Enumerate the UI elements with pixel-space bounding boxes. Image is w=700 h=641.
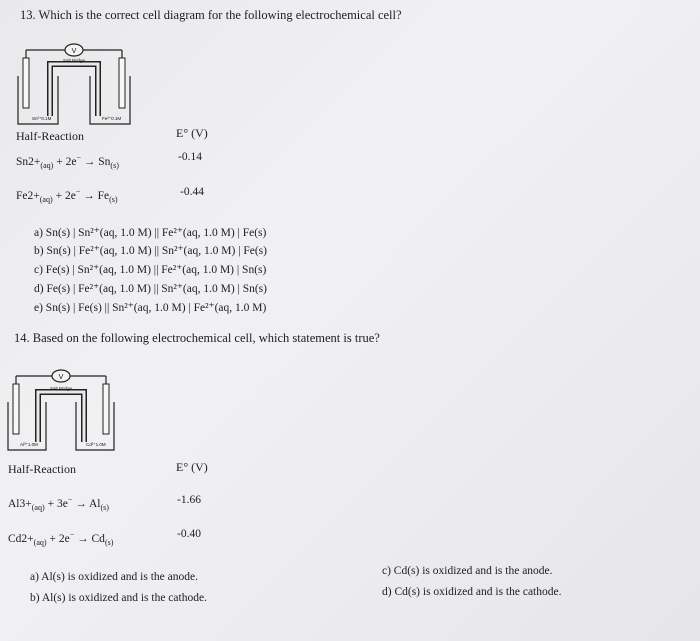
cell-diagram-14 <box>6 362 118 454</box>
question-14-title: 14. Based on the following electrochemical cell, which statement is true? <box>14 331 380 345</box>
voltmeter-label: V <box>58 374 64 381</box>
half-reaction-14-1: $Al3+_{(aq)} + 3e^- \to Al_{(s)}$ <box>8 495 109 513</box>
half-reaction-header-13: Half-Reaction <box>16 129 84 143</box>
left-solution-label: Al³⁺1.0M <box>20 442 38 447</box>
option-14-a: a) Al(s) is oxidized and is the anode. <box>30 571 198 583</box>
potential-13-2: -0.44 <box>180 186 204 198</box>
half-reaction-header-14: Half-Reaction <box>8 462 76 476</box>
half-reaction-14-2: $Cd2+_{(aq)} + 2e^- \to Cd_{(s)}$ <box>8 530 114 548</box>
right-solution-label: Cd²⁺1.0M <box>86 442 106 447</box>
salt-bridge-label: Salt Bridge <box>62 58 86 63</box>
question-13-title: 13. Which is the correct cell diagram for the following electrochemical cell? <box>20 8 402 22</box>
potential-14-2: -0.40 <box>177 528 201 540</box>
cell-diagram-13 <box>14 36 134 128</box>
option-13-e: e) Sn(s) | Fe(s) || Sn²⁺(aq, 1.0 M) | Fe²⁺(aq, 1.0 M) <box>34 302 267 314</box>
option-13-b: b) Sn(s) | Fe²⁺(aq, 1.0 M) || Sn²⁺(aq, 1.0 M) | Fe(s) <box>34 245 267 257</box>
half-reaction-13-2: $Fe2+_{(aq)} + 2e^- \to Fe_{(s)}$ <box>16 187 118 205</box>
potential-13-1: -0.14 <box>178 151 202 163</box>
option-13-c: c) Fe(s) | Sn²⁺(aq, 1.0 M) || Fe²⁺(aq, 1.0 M) | Sn(s) <box>34 264 267 276</box>
option-14-b: b) Al(s) is oxidized and is the cathode. <box>30 592 207 604</box>
voltmeter-label: V <box>71 48 77 55</box>
right-solution-label: Fe²⁺0.1M <box>102 116 122 121</box>
potential-header-14: E° (V) <box>176 460 208 474</box>
potential-14-1: -1.66 <box>177 494 201 506</box>
half-reaction-13-1: $Sn2+_{(aq)} + 2e^- \to Sn_{(s)}$ <box>16 153 119 171</box>
option-13-d: d) Fe(s) | Fe²⁺(aq, 1.0 M) || Sn²⁺(aq, 1.0 M) | Sn(s) <box>34 283 267 295</box>
option-13-a: a) Sn(s) | Sn²⁺(aq, 1.0 M) || Fe²⁺(aq, 1.0 M) | Fe(s) <box>34 227 267 239</box>
potential-header-13: E° (V) <box>176 126 208 140</box>
option-14-d: d) Cd(s) is oxidized and is the cathode. <box>382 586 562 598</box>
left-solution-label: Sn²⁺0.1M <box>32 116 52 121</box>
salt-bridge-label: Salt Bridge <box>49 386 73 391</box>
option-14-c: c) Cd(s) is oxidized and is the anode. <box>382 565 553 577</box>
